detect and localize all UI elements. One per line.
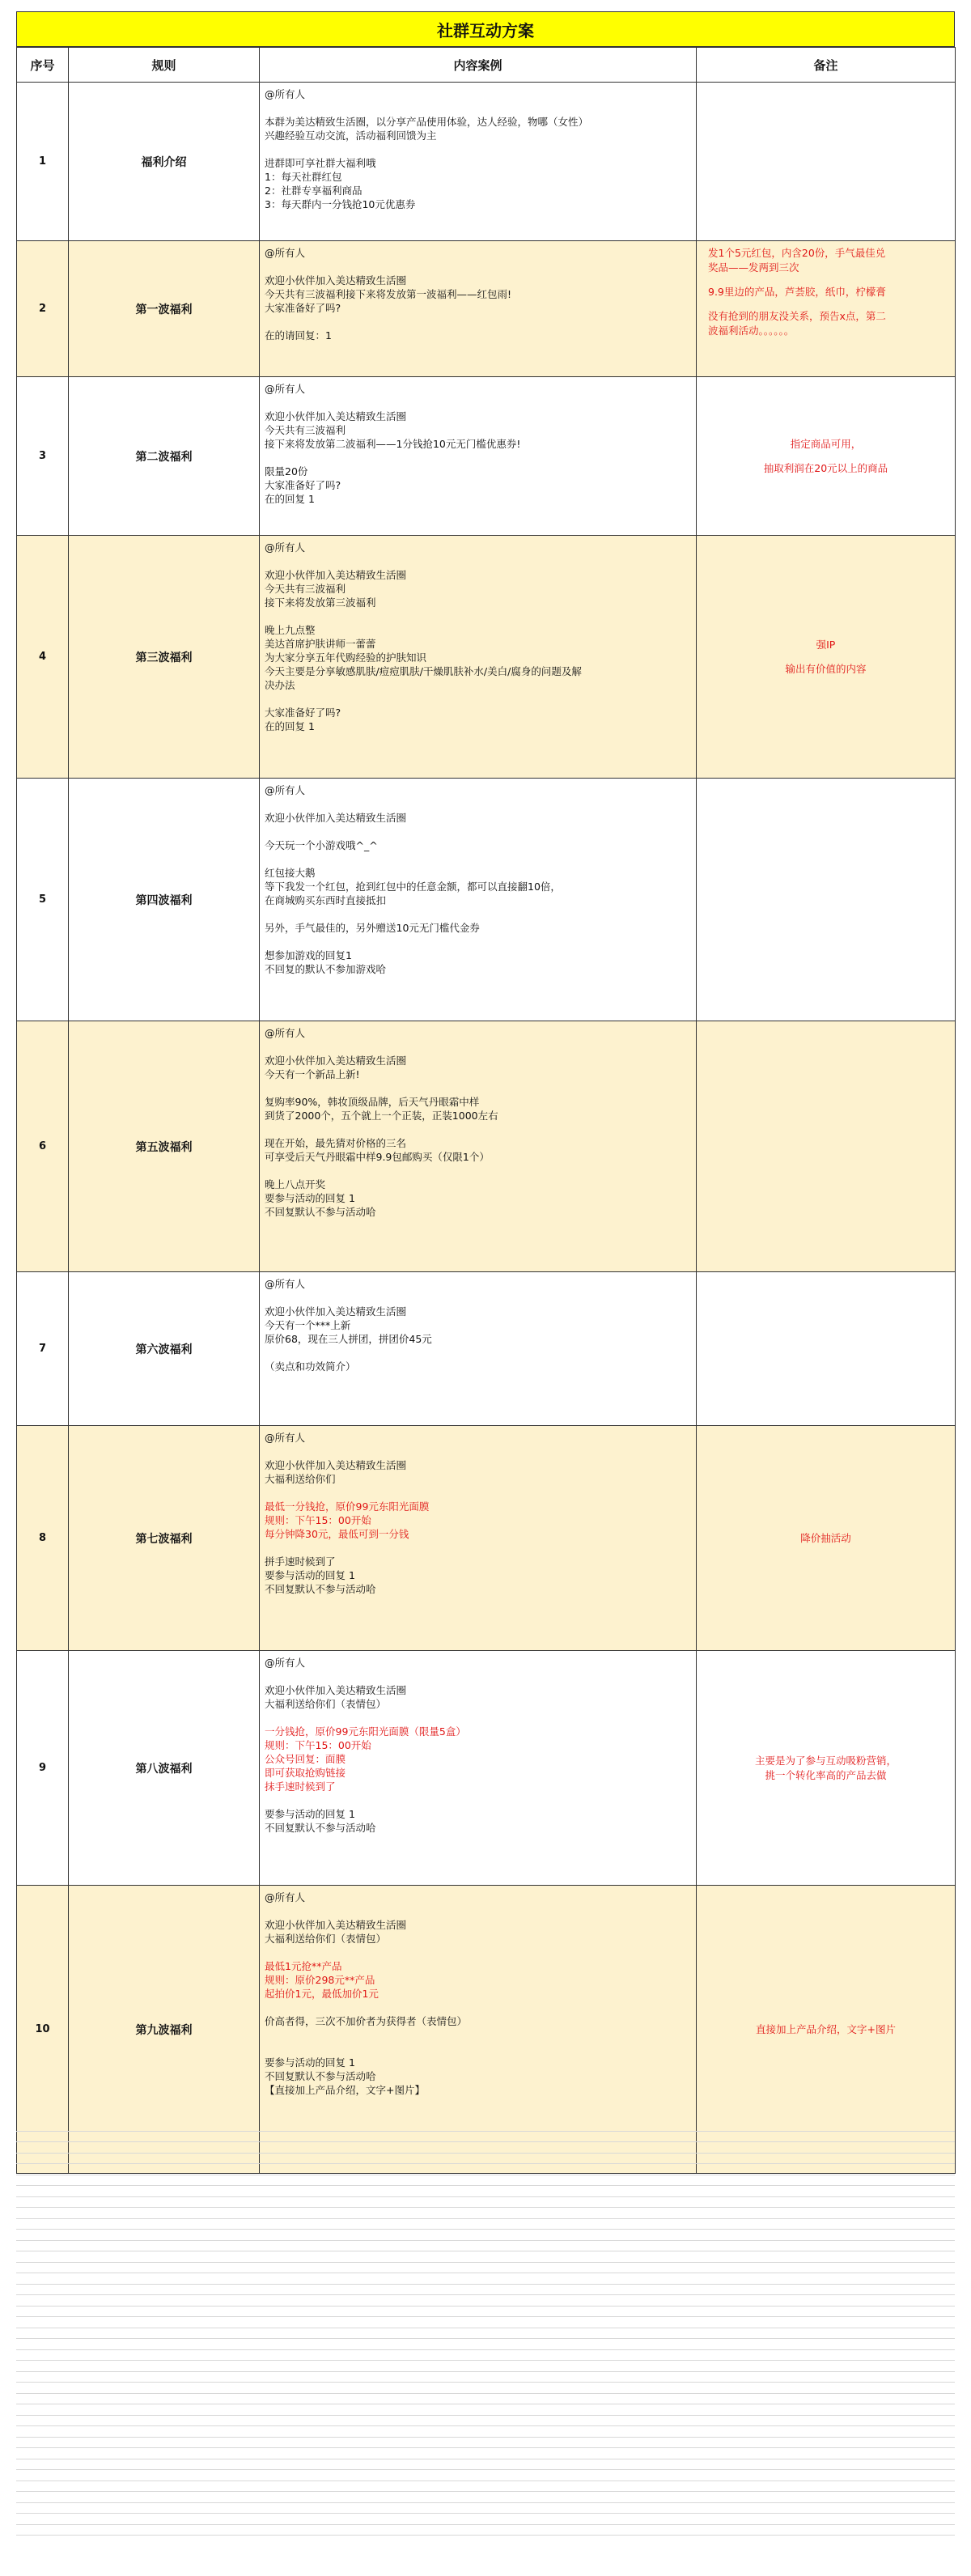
content-line: 另外，手气最佳的，另外赠送10元无门槛代金券 [265, 922, 480, 934]
content-line: @所有人 [265, 1657, 306, 1669]
content-line: 接下来将发放第三波福利 [265, 596, 376, 609]
content-line: 欢迎小伙伴加入美达精致生活圈 [265, 1055, 407, 1067]
empty-grid-row [16, 2164, 955, 2175]
spreadsheet [16, 11, 955, 2174]
content-line [265, 1164, 691, 1178]
content-line: 起拍价1元，最低加价1元 [265, 1988, 379, 2000]
empty-grid-row [16, 2154, 955, 2165]
table-row [17, 241, 956, 377]
content-line: 【直接加上产品介绍，文字+图片】 [265, 2084, 425, 2096]
content-line: @所有人 [265, 784, 306, 796]
row-number[interactable]: 3 [17, 377, 69, 536]
content-line [265, 1291, 691, 1305]
content-line [265, 142, 691, 156]
empty-grid-row [16, 2492, 955, 2503]
content-line: @所有人 [265, 383, 306, 395]
table-row [17, 1021, 956, 1272]
empty-grid-row [16, 2328, 955, 2340]
content-line: 要参与活动的回复 1 [265, 2056, 355, 2069]
content-line [265, 609, 691, 623]
row-number[interactable]: 5 [17, 779, 69, 1021]
content-line: 不回复默认不参与活动哈 [265, 1583, 376, 1595]
note-line [708, 299, 943, 309]
empty-grid-row [16, 2307, 955, 2318]
content-line [265, 1541, 691, 1555]
content-line: 即可获取抢购链接 [265, 1767, 346, 1779]
content-line: 不回复默认不参与活动哈 [265, 1206, 376, 1218]
empty-grid-row [16, 2317, 955, 2328]
content-line: 大福利送给你们（表情包） [265, 1698, 387, 1710]
table-row [17, 1272, 956, 1426]
empty-grid-row [16, 2142, 955, 2154]
row-rule[interactable]: 第一波福利 [69, 241, 260, 377]
content-line: 规则：下午15：00开始 [265, 1739, 371, 1751]
content-line: 每分钟降30元，最低可到一分钱 [265, 1528, 409, 1540]
empty-grid-row [16, 2186, 955, 2197]
content-line: 不回复默认不参与活动哈 [265, 1822, 376, 1834]
content-line [265, 1445, 691, 1458]
content-line: 等下我发一个红包，抢到红包中的任意金额，都可以直接翻10倍， [265, 881, 561, 893]
row-number[interactable]: 4 [17, 536, 69, 779]
content-line: 大家准备好了吗? [265, 302, 341, 314]
row-content[interactable] [260, 536, 697, 779]
content-line [265, 907, 691, 921]
empty-grid-row [16, 2295, 955, 2307]
row-rule[interactable]: 第六波福利 [69, 1272, 260, 1426]
plan-table [16, 47, 956, 2174]
note-line: 没有抢到的朋友没关系，预告x点，第二 [708, 310, 886, 322]
row-content[interactable] [260, 1272, 697, 1426]
content-line: 进群即可享社群大福利哦 [265, 157, 376, 169]
note-line: 主要是为了参与互动吸粉营销， [754, 1754, 897, 1767]
content-line: 欢迎小伙伴加入美达精致生活圈 [265, 812, 407, 824]
content-line: @所有人 [265, 247, 306, 259]
table-row [17, 779, 956, 1021]
content-line: @所有人 [265, 88, 306, 100]
content-line: 拼手速时候到了 [265, 1555, 336, 1568]
content-line: 不回复默认不参与活动哈 [265, 2070, 376, 2082]
header-note: 备注 [697, 48, 956, 83]
row-note[interactable] [697, 779, 956, 1021]
content-line: @所有人 [265, 1027, 306, 1039]
content-line: 欢迎小伙伴加入美达精致生活圈 [265, 410, 407, 422]
content-line: 晚上八点开奖 [265, 1178, 326, 1190]
content-line: 抹手速时候到了 [265, 1780, 336, 1793]
row-rule[interactable]: 第五波福利 [69, 1021, 260, 1272]
row-note[interactable] [697, 536, 956, 779]
row-rule[interactable]: 第三波福利 [69, 536, 260, 779]
row-content[interactable] [260, 779, 697, 1021]
row-number[interactable]: 7 [17, 1272, 69, 1426]
content-line [265, 1040, 691, 1054]
row-note[interactable] [697, 1272, 956, 1426]
empty-grid-row [16, 2404, 955, 2416]
content-line: 决办法 [265, 679, 295, 691]
content-line: 价高者得，三次不加价者为获得者（表情包） [265, 2015, 468, 2027]
content-line: 到货了2000个，五个就上一个正装，正装1000左右 [265, 1110, 498, 1122]
content-line [265, 1904, 691, 1918]
content-line: 本群为美达精致生活圈，以分享产品使用体验，达人经验，物哪（女性） [265, 116, 589, 128]
note-line: 9.9里边的产品，芦荟胶，纸巾，柠檬膏 [708, 286, 886, 298]
content-line [265, 315, 691, 329]
content-line [265, 852, 691, 866]
row-rule[interactable]: 第四波福利 [69, 779, 260, 1021]
content-line: 规则：下午15：00开始 [265, 1514, 371, 1526]
empty-grid-row [16, 2503, 955, 2514]
header-rule: 规则 [69, 48, 260, 83]
empty-grid-row [16, 2120, 955, 2132]
empty-grid-row [16, 2438, 955, 2449]
content-line [265, 1122, 691, 1136]
empty-grid-row [16, 2230, 955, 2241]
content-line: 今天有一个***上新 [265, 1319, 351, 1331]
empty-grid-row [16, 2273, 955, 2285]
row-note[interactable] [697, 1021, 956, 1272]
note-line [708, 652, 943, 662]
note-line: 发1个5元红包，内含20份，手气最佳兑 [708, 247, 886, 259]
content-line: @所有人 [265, 1432, 306, 1444]
row-content[interactable] [260, 1426, 697, 1651]
content-line: 可享受后天气丹眼霜中样9.9包邮购买（仅限1个） [265, 1151, 490, 1163]
content-line: 要参与活动的回复 1 [265, 1569, 355, 1581]
empty-grid-row [16, 2285, 955, 2296]
row-number[interactable]: 8 [17, 1426, 69, 1651]
header-content: 内容案例 [260, 48, 697, 83]
table-row [17, 1651, 956, 1886]
note-line: 输出有价值的内容 [785, 662, 867, 675]
row-content[interactable] [260, 241, 697, 377]
empty-grid [16, 2120, 955, 2536]
content-line [265, 825, 691, 838]
empty-grid-row [16, 2448, 955, 2459]
content-line: 在的请回复：1 [265, 329, 332, 342]
content-line [265, 1486, 691, 1500]
row-content[interactable] [260, 377, 697, 536]
row-number[interactable]: 6 [17, 1021, 69, 1272]
note-line: 波福利活动。。。。。。 [708, 325, 795, 337]
content-line: 3：每天群内一分钱抢10元优惠券 [265, 198, 416, 210]
content-line [265, 101, 691, 115]
empty-grid-row [16, 2372, 955, 2383]
content-line: 想参加游戏的回复1 [265, 949, 352, 961]
content-line [265, 2028, 691, 2042]
content-line: 大家准备好了吗? [265, 479, 341, 491]
content-line [265, 797, 691, 811]
content-line: 今天共有三波福利 [265, 424, 346, 436]
content-line: （卖点和功效简介） [265, 1360, 356, 1373]
empty-grid-row [16, 2459, 955, 2471]
content-line: 晚上九点整 [265, 624, 316, 636]
content-line: 大家准备好了吗? [265, 707, 341, 719]
row-content[interactable] [260, 83, 697, 241]
table-row [17, 1426, 956, 1651]
table-row [17, 536, 956, 779]
note-line: 挑一个转化率高的产品去做 [765, 1768, 887, 1781]
empty-grid-row [16, 2197, 955, 2209]
content-line: 原价68，现在三人拼团，拼团价45元 [265, 1333, 432, 1345]
content-line: 今天主要是分享敏感肌肤/痘痘肌肤/干燥肌肤补水/美白/腐身的问题及解 [265, 665, 582, 677]
row-note[interactable] [697, 1651, 956, 1886]
content-line: 1：每天社群红包 [265, 171, 342, 183]
content-line: 要参与活动的回复 1 [265, 1192, 355, 1204]
content-line [265, 1793, 691, 1807]
empty-grid-row [16, 2241, 955, 2252]
empty-grid-row [16, 2132, 955, 2143]
content-line [265, 1670, 691, 1683]
note-line: 强IP [816, 638, 836, 651]
content-line: @所有人 [265, 1891, 306, 1903]
row-rule[interactable]: 第九波福利 [69, 1886, 260, 2174]
row-note[interactable] [697, 83, 956, 241]
table-row [17, 377, 956, 536]
content-line: 接下来将发放第二波福利——1分钱抢10元无门槛优惠券! [265, 438, 521, 450]
content-line: 要参与活动的回复 1 [265, 1808, 355, 1820]
content-line: 今天共有三波福利 [265, 583, 346, 595]
sheet-title: 社群互动方案 [16, 11, 955, 47]
content-line: 欢迎小伙伴加入美达精致生活圈 [265, 1919, 407, 1931]
empty-grid-row [16, 2175, 955, 2187]
note-line: 降价抽活动 [800, 1531, 851, 1544]
content-line: 在的回复 1 [265, 493, 315, 505]
content-line: 欢迎小伙伴加入美达精致生活圈 [265, 274, 407, 286]
content-line [265, 2042, 691, 2056]
empty-grid-row [16, 2251, 955, 2263]
content-line: 欢迎小伙伴加入美达精致生活圈 [265, 1459, 407, 1471]
content-line: 今天玩一个小游戏哦^_^ [265, 839, 378, 851]
content-line: 欢迎小伙伴加入美达精致生活圈 [265, 569, 407, 581]
empty-grid-row [16, 2339, 955, 2350]
content-line [265, 554, 691, 568]
content-line: 不回复的默认不参加游戏哈 [265, 963, 387, 975]
empty-grid-row [16, 2426, 955, 2438]
empty-grid-row [16, 2383, 955, 2394]
content-line: @所有人 [265, 541, 306, 554]
note-line: 指定商品可用， [790, 437, 862, 450]
row-rule[interactable]: 第七波福利 [69, 1426, 260, 1651]
note-line: 抽取利润在20元以上的商品 [763, 461, 888, 474]
empty-grid-row [16, 2263, 955, 2274]
row-number[interactable]: 9 [17, 1651, 69, 1886]
content-line [265, 1346, 691, 1360]
row-note[interactable] [697, 377, 956, 536]
empty-grid-row [16, 2350, 955, 2362]
row-number[interactable]: 10 [17, 1886, 69, 2174]
content-line [265, 451, 691, 465]
row-content[interactable] [260, 1021, 697, 1272]
row-number[interactable]: 2 [17, 241, 69, 377]
content-line: 大福利送给你们（表情包） [265, 1933, 387, 1945]
content-line: 红包接大鹅 [265, 867, 316, 879]
empty-grid-row [16, 2208, 955, 2219]
content-line: 大福利送给你们 [265, 1473, 336, 1485]
content-line: 今天有一个新品上新! [265, 1068, 360, 1080]
content-line [265, 260, 691, 274]
note-line [708, 275, 943, 285]
content-line: 2：社群专享福利商品 [265, 185, 363, 197]
row-rule[interactable]: 第八波福利 [69, 1651, 260, 1886]
content-line [265, 1081, 691, 1095]
content-line: 限量20份 [265, 465, 308, 477]
content-line [265, 2001, 691, 2014]
empty-grid-row [16, 2361, 955, 2372]
content-line: 欢迎小伙伴加入美达精致生活圈 [265, 1305, 407, 1318]
empty-grid-row [16, 2394, 955, 2405]
empty-grid-row [16, 2470, 955, 2481]
content-line: 一分钱抢，原价99元东阳光面膜（限量5盒） [265, 1725, 466, 1738]
content-line: 兴趣经验互动交流，活动福利回馈为主 [265, 129, 437, 142]
content-line: 在商城购买东西时直接抵扣 [265, 894, 387, 906]
note-line: 奖品——发两到三次 [708, 261, 799, 274]
row-note[interactable] [697, 1426, 956, 1651]
empty-grid-row [16, 2514, 955, 2525]
note-line [708, 452, 943, 461]
content-line: 规则：原价298元**产品 [265, 1974, 375, 1986]
header-row [17, 48, 956, 83]
content-line: 美达首席护肤讲师一蕾蕾 [265, 638, 376, 650]
content-line [265, 935, 691, 948]
content-line: 在的回复 1 [265, 720, 315, 732]
empty-grid-row [16, 2219, 955, 2230]
row-rule[interactable]: 福利介绍 [69, 83, 260, 241]
empty-grid-row [16, 2416, 955, 2427]
note-line: 直接加上产品介绍，文字+图片 [756, 2022, 896, 2035]
content-line: 今天共有三波福利接下来将发放第一波福利——红包雨! [265, 288, 512, 300]
content-line: 最低1元抢**产品 [265, 1960, 342, 1972]
table-body [17, 83, 956, 2174]
empty-grid-row [16, 2525, 955, 2536]
header-no: 序号 [17, 48, 69, 83]
empty-grid-row [16, 2481, 955, 2493]
content-line: 为大家分享五年代购经验的护肤知识 [265, 651, 427, 664]
content-line [265, 1711, 691, 1725]
content-line: 复购率90%，韩妆顶级品牌，后天气丹眼霜中样 [265, 1096, 480, 1108]
content-line: 现在开始，最先猜对价格的三名 [265, 1137, 407, 1149]
content-line [265, 396, 691, 410]
content-line: 最低一分钱抢，原价99元东阳光面膜 [265, 1500, 430, 1513]
table-row [17, 83, 956, 241]
content-line: 公众号回复：面膜 [265, 1753, 346, 1765]
content-line [265, 692, 691, 706]
content-line: 欢迎小伙伴加入美达精致生活圈 [265, 1684, 407, 1696]
content-line [265, 1946, 691, 1959]
row-note[interactable] [697, 241, 956, 377]
row-number[interactable]: 1 [17, 83, 69, 241]
row-rule[interactable]: 第二波福利 [69, 377, 260, 536]
content-line: @所有人 [265, 1278, 306, 1290]
row-content[interactable] [260, 1651, 697, 1886]
